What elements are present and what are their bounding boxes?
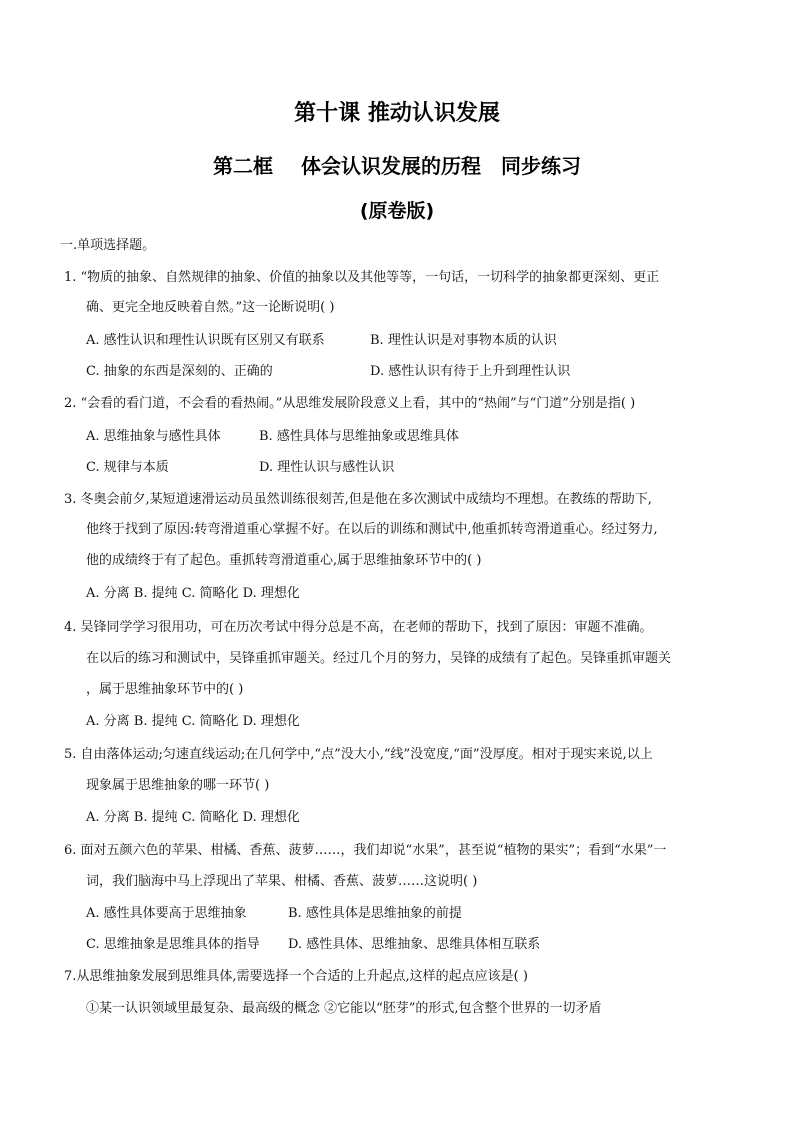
question-1-option-d: D. 感性认识有待于上升到理性认识 (370, 364, 571, 379)
question-6-option-b: B. 感性具体是思维抽象的前提 (288, 906, 462, 921)
subtitle-topic: 体会认识发展的历程 (301, 154, 481, 178)
question-3-line-1: 3. 冬奥会前夕,某短道速滑运动员虽然训练很刻苦,但是他在多次测试中成绩均不理想。在教练的帮助下, (64, 492, 652, 507)
question-2-line-1: 2. “会看的看门道，不会看的看热闹。”从思维发展阶段意义上看，其中的“热闹”与“门道”分别是指( ) (64, 396, 636, 411)
question-3-line-2: 他终于找到了原因:转弯滑道重心掌握不好。在以后的训练和测试中,他重抓转弯滑道重心。经过努力, (86, 522, 658, 537)
question-5-line-1: 5. 自由落体运动;匀速直线运动;在几何学中,“点”没大小,“线”没宽度,“面”没厚度。相对于现实来说,以上 (64, 747, 653, 762)
question-1-line-2: 确、更完全地反映着自然。”这一论断说明( ) (86, 300, 335, 315)
question-1-line-1: 1. “物质的抽象、自然规律的抽象、价值的抽象以及其他等等，一句话，一切科学的抽象都更深刻、更正 (64, 270, 660, 285)
lesson-subtitle (0, 150, 794, 179)
question-2-option-b: B. 感性具体与思维抽象或思维具体 (259, 429, 459, 444)
question-1-option-b: B. 理性认识是对事物本质的认识 (370, 333, 557, 348)
question-4-line-2: 在以后的练习和测试中，吴锋重抓审题关。经过几个月的努力，吴锋的成绩有了起色。吴锋重抓审题关 (86, 651, 672, 666)
section-heading: 一.单项选择题。 (60, 238, 156, 253)
question-2-option-c: C. 规律与本质 (86, 460, 169, 475)
question-4-options: A. 分离 B. 提纯 C. 简略化 D. 理想化 (86, 714, 300, 729)
question-2-option-d: D. 理性认识与感性认识 (259, 460, 395, 475)
subtitle-section: 第二框 (213, 154, 273, 178)
question-6-option-a: A. 感性具体要高于思维抽象 (86, 906, 247, 921)
question-1-option-a: A. 感性认识和理性认识既有区别又有联系 (86, 333, 325, 348)
version-label: (原卷版) (359, 200, 435, 222)
question-4-line-3: ，属于思维抽象环节中的( ) (86, 682, 244, 697)
question-1-option-c: C. 抽象的东西是深刻的、正确的 (86, 364, 273, 379)
question-5-options: A. 分离 B. 提纯 C. 简略化 D. 理想化 (86, 810, 300, 825)
question-7-line-1: 7.从思维抽象发展到思维具体,需要选择一个合适的上升起点,这样的起点应该是( ) (64, 969, 528, 984)
question-6-option-c: C. 思维抽象是思维具体的指导 (86, 937, 260, 952)
question-3-line-3: 他的成绩终于有了起色。重抓转弯滑道重心,属于思维抽象环节中的( ) (86, 553, 482, 568)
question-6-option-d: D. 感性具体、思维抽象、思维具体相互联系 (288, 937, 541, 952)
question-2-option-a: A. 思维抽象与感性具体 (86, 429, 221, 444)
lesson-title: 第十课 推动认识发展 (294, 101, 500, 126)
subtitle-exercise: 同步练习 (501, 154, 581, 178)
question-7-statements: ①某一认识领域里最复杂、最高级的概念 ②它能以“胚芽”的形式,包含整个世界的一切矛盾 (86, 1001, 602, 1016)
question-3-options: A. 分离 B. 提纯 C. 简略化 D. 理想化 (86, 586, 300, 601)
question-5-line-2: 现象属于思维抽象的哪一环节( ) (86, 778, 270, 793)
question-6-line-2: 词，我们脑海中马上浮现出了苹果、柑橘、香蕉、菠萝……这说明( ) (86, 874, 478, 889)
question-4-line-1: 4. 吴锋同学学习很用功，可在历次考试中得分总是不高，在老师的帮助下，找到了原因：审题不准确。 (64, 620, 653, 635)
question-6-line-1: 6. 面对五颜六色的苹果、柑橘、香蕉、菠萝……，我们却说“水果”，甚至说“植物的果实”；看到“水果”一 (64, 843, 667, 858)
